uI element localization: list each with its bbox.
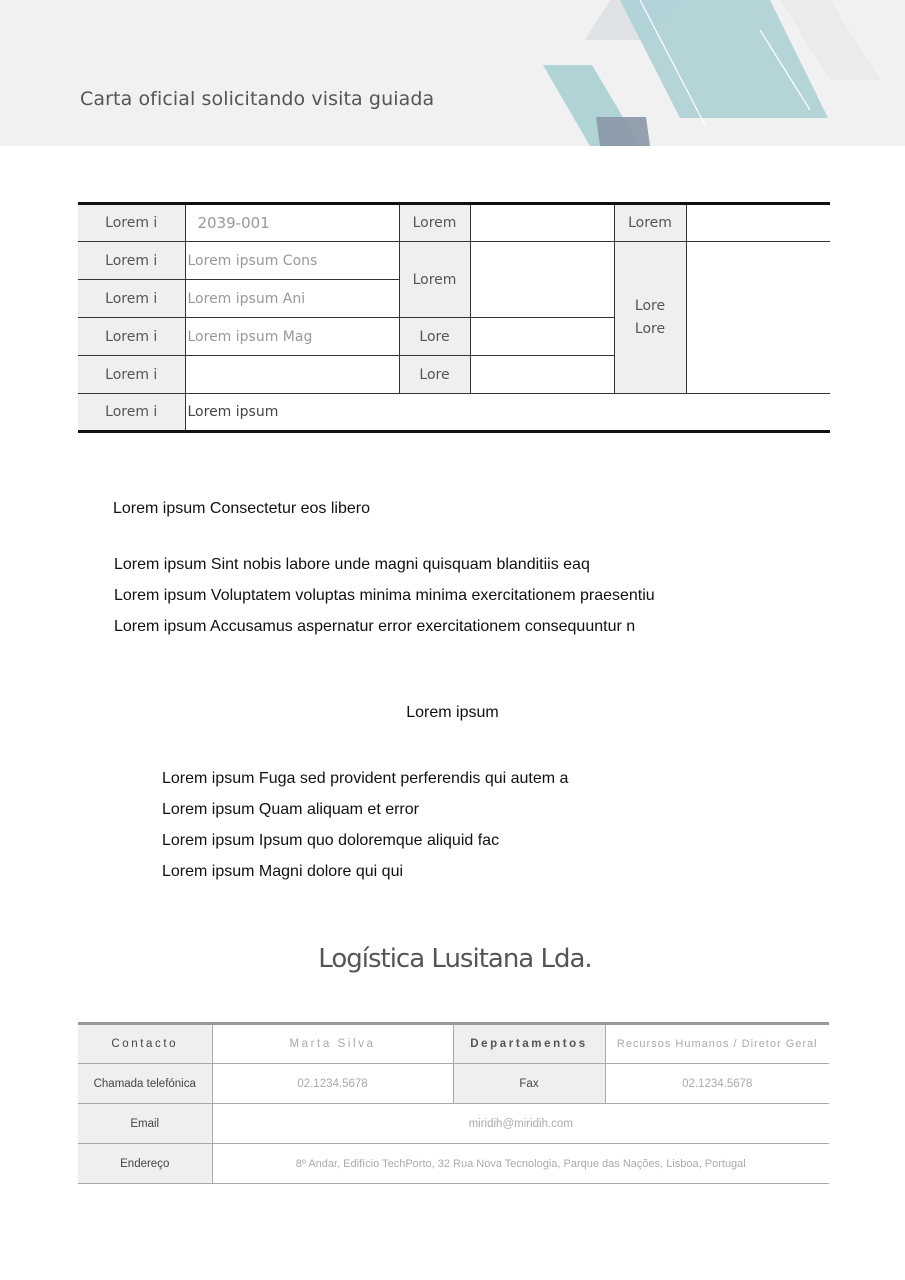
cell-value: Lorem ipsum Mag (185, 318, 399, 356)
fax-value: 02.1234.5678 (605, 1064, 829, 1104)
body-paragraph (114, 549, 655, 642)
address-value: 8º Andar, Edifício TechPorto, 32 Rua Nova Tecnologia, Parque das Nações, Lisboa, Portugal (212, 1144, 829, 1184)
cell-label: Lorem (614, 204, 686, 242)
contact-table (78, 1022, 829, 1184)
cell-value: 2039-001 (185, 204, 399, 242)
department-label: Departamentos (453, 1024, 605, 1064)
cell-empty (470, 204, 614, 242)
list-item: Lorem ipsum Ipsum quo doloremque aliquid fac (162, 832, 500, 849)
paragraph-line: Lorem ipsum Accusamus aspernatur error exercitationem consequuntur n (114, 618, 636, 635)
cell-label: Lorem i (78, 204, 185, 242)
cell-empty (686, 242, 830, 394)
body-list (162, 763, 568, 887)
cell-label-line: Lore (634, 320, 666, 337)
cell-empty (185, 356, 399, 394)
cell-label: Lorem i (78, 318, 185, 356)
list-item: Lorem ipsum Quam aliquam et error (162, 801, 419, 818)
cell-empty (686, 204, 830, 242)
decorative-shapes (0, 0, 905, 146)
cell-label-line: Lore (634, 297, 666, 314)
cell-label: Lorem i (78, 242, 185, 280)
address-label: Endereço (78, 1144, 212, 1184)
cell-label-stacked (614, 242, 686, 394)
list-item: Lorem ipsum Fuga sed provident perferendis qui autem a (162, 770, 569, 787)
company-name: Logística Lusitana Lda. (318, 944, 592, 974)
cell-empty (470, 242, 614, 318)
cell-label: Lore (399, 318, 470, 356)
table-row (78, 204, 830, 242)
table-row (78, 1064, 829, 1104)
cell-value: Lorem ipsum (185, 394, 830, 432)
center-heading: Lorem ipsum (406, 704, 499, 721)
intro-text: Lorem ipsum Consectetur eos libero (113, 500, 371, 517)
email-value: miridih@miridih.com (212, 1104, 829, 1144)
department-value: Recursos Humanos / Diretor Geral (605, 1024, 829, 1064)
fax-label: Fax (453, 1064, 605, 1104)
info-table (78, 202, 830, 433)
email-label: Email (78, 1104, 212, 1144)
cell-value: Lorem ipsum Cons (185, 242, 399, 280)
page-title: Carta oficial solicitando visita guiada (80, 88, 435, 110)
paragraph-line: Lorem ipsum Sint nobis labore unde magni quisquam blanditiis eaq (114, 556, 590, 573)
table-row (78, 242, 830, 280)
cell-label: Lorem i (78, 394, 185, 432)
table-row (78, 1024, 829, 1064)
cell-empty (470, 356, 614, 394)
table-row (78, 1144, 829, 1184)
cell-value: Lorem ipsum Ani (185, 280, 399, 318)
cell-label: Lorem i (78, 356, 185, 394)
contact-label: Contacto (78, 1024, 212, 1064)
phone-value: 02.1234.5678 (212, 1064, 453, 1104)
header-banner (0, 0, 905, 146)
table-row (78, 1104, 829, 1144)
paragraph-line: Lorem ipsum Voluptatem voluptas minima minima exercitationem praesentiu (114, 587, 655, 604)
shape-slate (596, 117, 650, 146)
list-item: Lorem ipsum Magni dolore qui qui (162, 863, 404, 880)
phone-label: Chamada telefónica (78, 1064, 212, 1104)
cell-empty (470, 318, 614, 356)
cell-label: Lore (399, 356, 470, 394)
cell-label: Lorem (399, 204, 470, 242)
cell-label: Lorem i (78, 280, 185, 318)
cell-label: Lorem (399, 242, 470, 318)
contact-value: Marta Silva (212, 1024, 453, 1064)
table-row (78, 394, 830, 432)
